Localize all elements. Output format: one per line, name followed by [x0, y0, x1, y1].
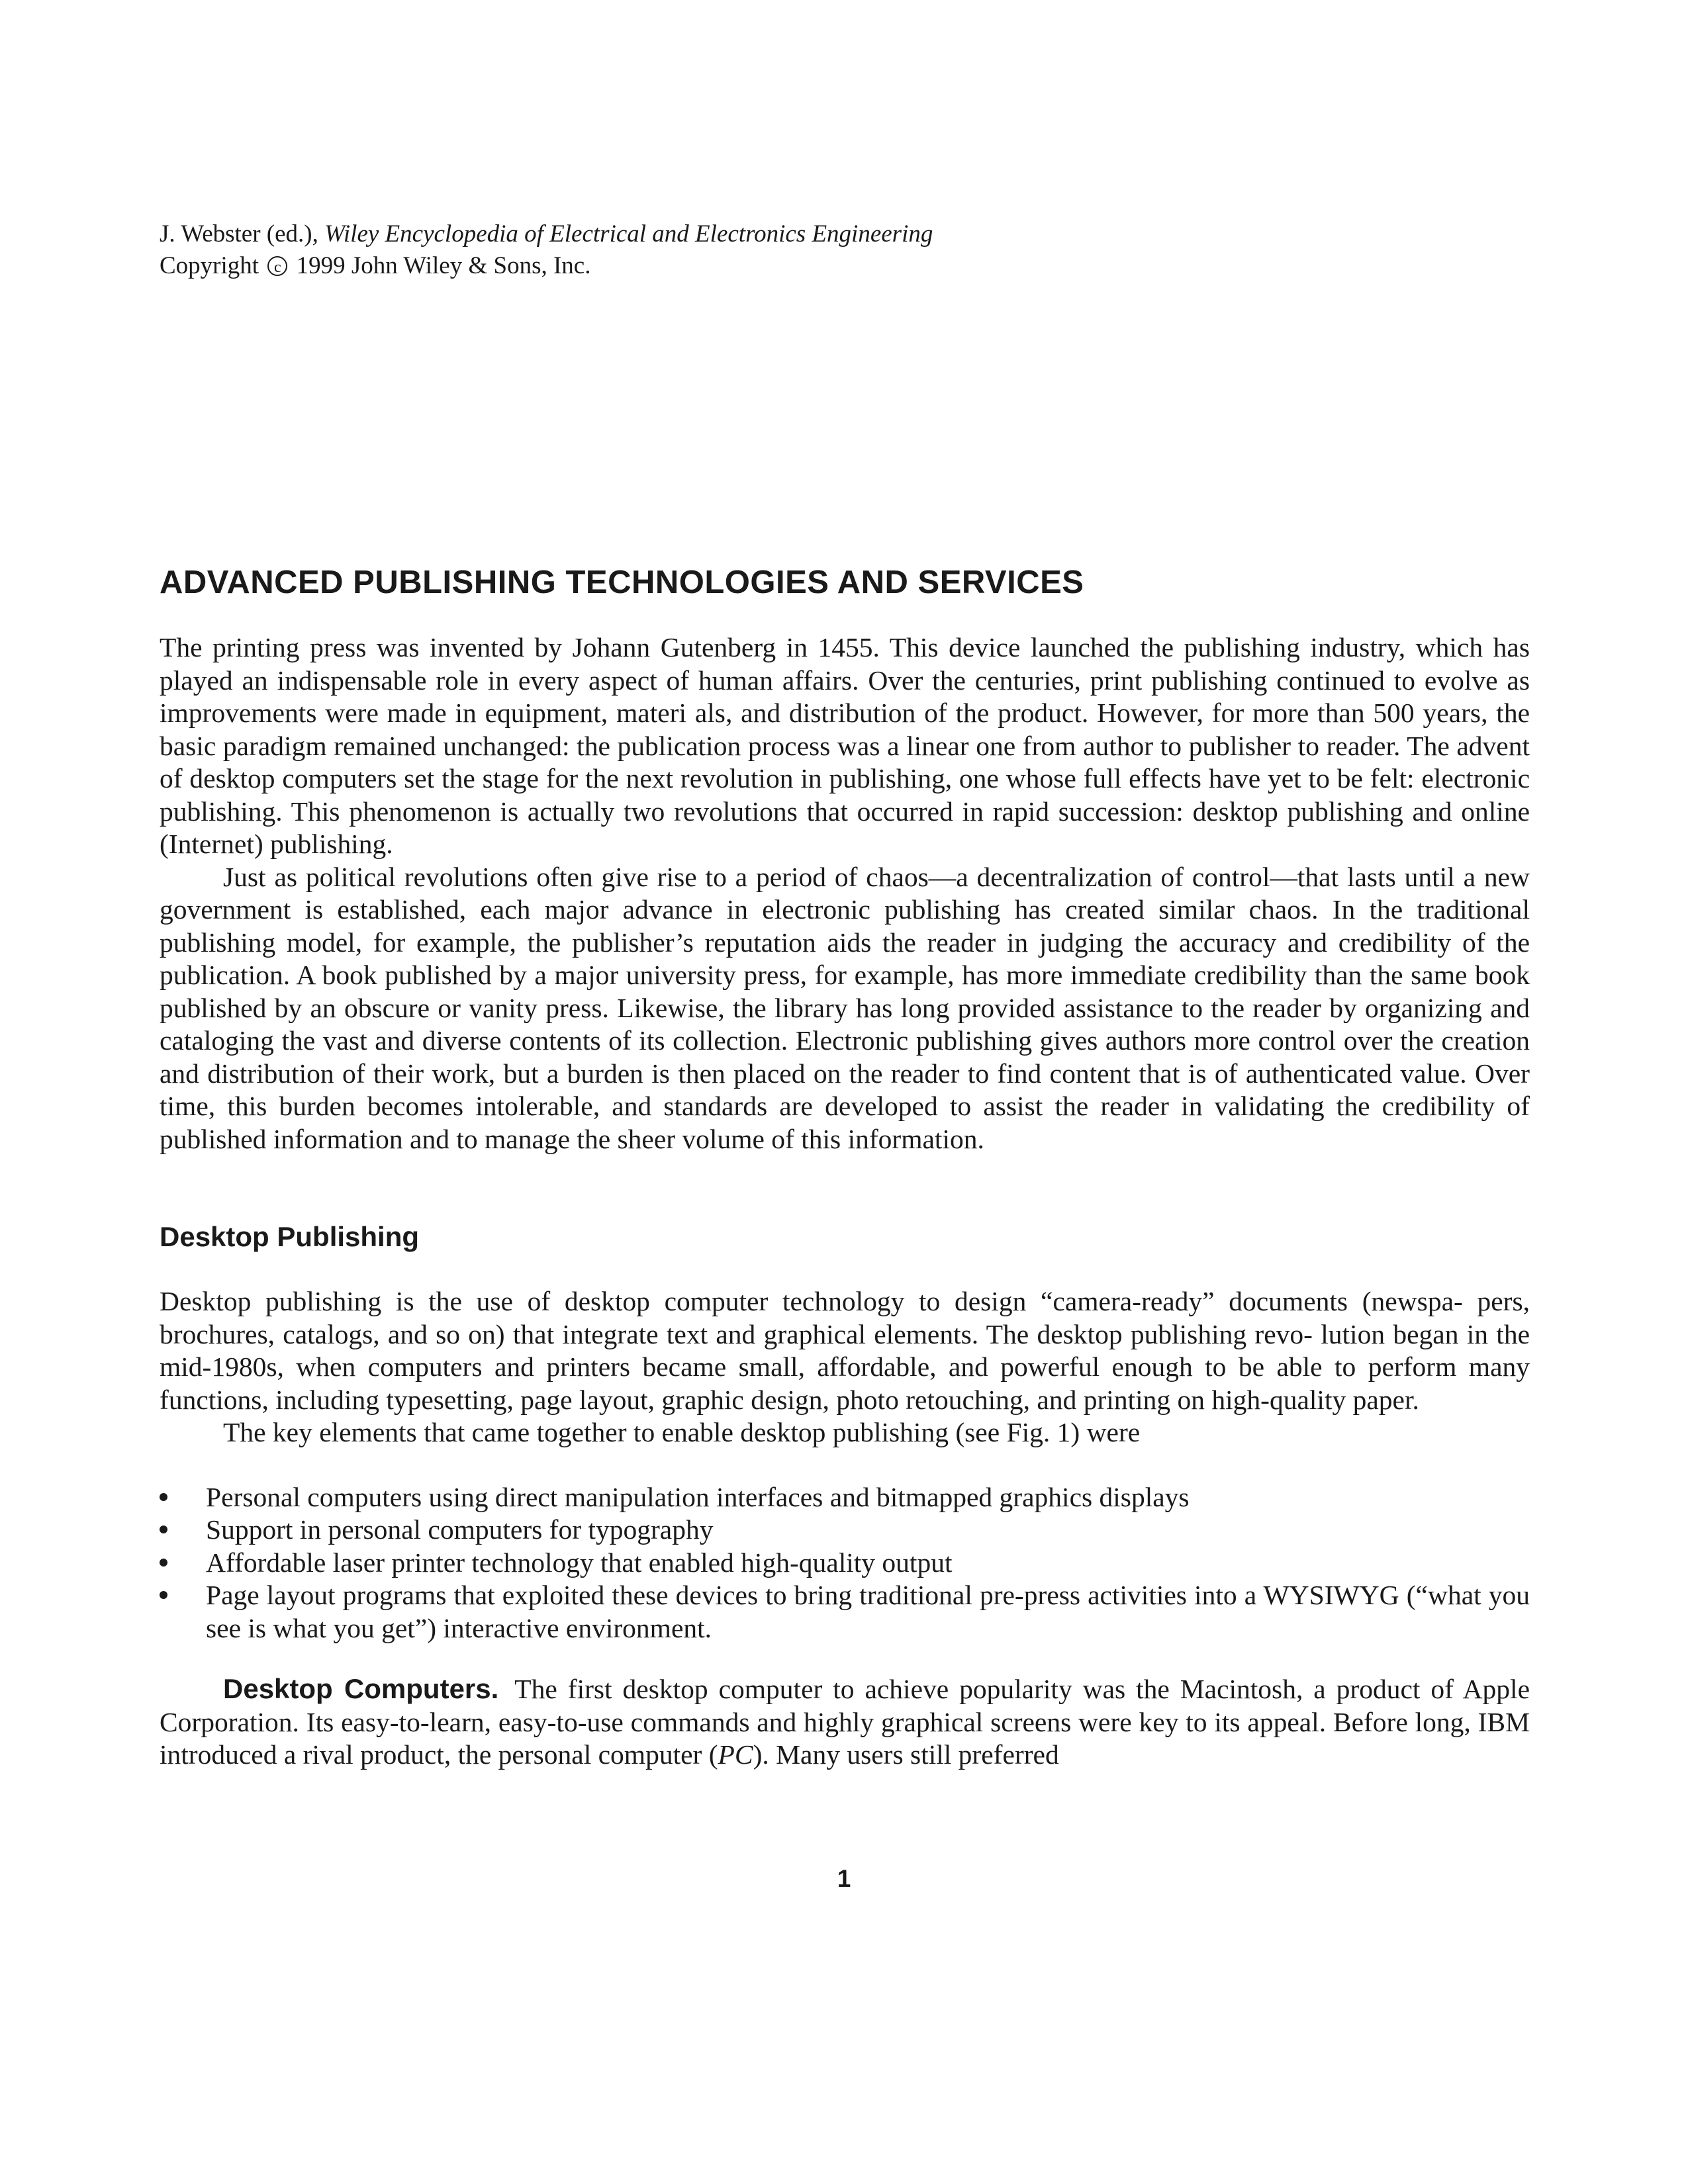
desktop-computers-paragraph: [160, 1672, 1530, 1772]
list-item: [160, 1514, 1530, 1547]
intro-paragraph-2: Just as political revolutions often give rise to a period of chaos—a decentralization of control—that lasts until a new government is established, each major advance in electronic publishing has created similar chaos. In the traditional publishing model, for example, the publisher’s reputation aids the reader in judging the accuracy and credibility of the publication. A book published by a major university press, for example, has more immediate credibility than the same book published by an obscure or vanity press. Likewise, the library has long provided assistance to the reader by organizing and cataloging the vast and diverse contents of its collection. Electronic publishing gives authors more control over the creation and distribution of their work, but a burden is then placed on the reader to find content that is of authenticated value. Over time, this burden becomes intolerable, and standards are developed to assist the reader in validating the credibility of published information and to manage the sheer volume of this information.: [160, 861, 1530, 1154]
list-item-text: Affordable laser printer technology that enabled high-quality output: [206, 1547, 953, 1578]
citation-line: [160, 218, 1285, 250]
list-item-text: Support in personal computers for typography: [206, 1514, 714, 1545]
desktop-computers-text-2: ). Many users still preferred: [753, 1739, 1059, 1770]
section-heading-desktop-publishing: Desktop Publishing: [160, 1221, 420, 1252]
list-item-text: Personal computers using direct manipulation interfaces and bitmapped graphics displays: [206, 1481, 1190, 1512]
list-item: [160, 1547, 1530, 1580]
desktop-publishing-paragraph-2: The key elements that came together to enable desktop publishing (see Fig. 1) were: [223, 1417, 1141, 1447]
desktop-computers-text-1: The first desktop computer to achieve popularity was the Macintosh, a product of Apple Corporation. Its easy-to-learn, easy-to-use commands and highly graphical screens were key to its appeal. Before long, IBM introduced a rival product, the personal computer (: [160, 1674, 1530, 1770]
bullet-icon: [160, 1591, 167, 1599]
key-elements-list: [160, 1481, 1530, 1645]
bullet-icon: [160, 1493, 167, 1501]
citation-header: [160, 218, 1285, 282]
article-title: ADVANCED PUBLISHING TECHNOLOGIES AND SERVICES: [160, 565, 1084, 600]
list-item: [160, 1481, 1530, 1514]
intro-paragraph-1: The printing press was invented by Johann Gutenberg in 1455. This device launched the publishing industry, which has played an indispensable role in every aspect of human affairs. Over the centuries, print publishing continued to evolve as improvements were made in equipment, materi als, and distribution of the product. However, for more than 500 years, the basic paradigm remained unchanged: the publication process was a linear one from author to publisher to reader. The advent of desktop computers set the stage for the next revolution in publishing, one whose full effects have yet to be felt: electronic publishing. This phenomenon is actually two revolutions that occurred in rapid succession: desktop publishing and online (Internet) publishing.: [160, 632, 1530, 859]
article-body: [160, 563, 1530, 1772]
copyright-holder: 1999 John Wiley & Sons, Inc.: [296, 252, 591, 279]
copyright-icon: c: [267, 256, 287, 276]
citation-work-title: Wiley Encyclopedia of Electrical and Electronics Engineering: [324, 220, 933, 248]
pc-abbreviation: PC: [718, 1739, 753, 1770]
desktop-publishing-paragraph-1: Desktop publishing is the use of desktop computer technology to design “camera-ready” documents (newspa- pers, brochures, catalogs, and so on) that integrate text and graphical elements. The desktop publishing revo- lution began in the mid-1980s, when computers and printers became small, affordable, and powerful enough to be able to perform many functions, including typesetting, page layout, graphic design, photo retouching, and printing on high-quality paper.: [160, 1286, 1530, 1415]
subsection-heading-desktop-computers: Desktop Computers.: [223, 1673, 499, 1704]
bullet-icon: [160, 1525, 167, 1533]
page-number: 1: [837, 1865, 851, 1892]
citation-editor: J. Webster (ed.),: [160, 220, 325, 248]
copyright-word: Copyright: [160, 252, 259, 279]
list-item-text: Page layout programs that exploited these devices to bring traditional pre-press activities into a WYSIWYG (“what you see is what you get”) interactive environment.: [206, 1580, 1530, 1643]
copyright-line: [160, 250, 1285, 282]
list-item: [160, 1579, 1530, 1645]
bullet-icon: [160, 1559, 167, 1567]
